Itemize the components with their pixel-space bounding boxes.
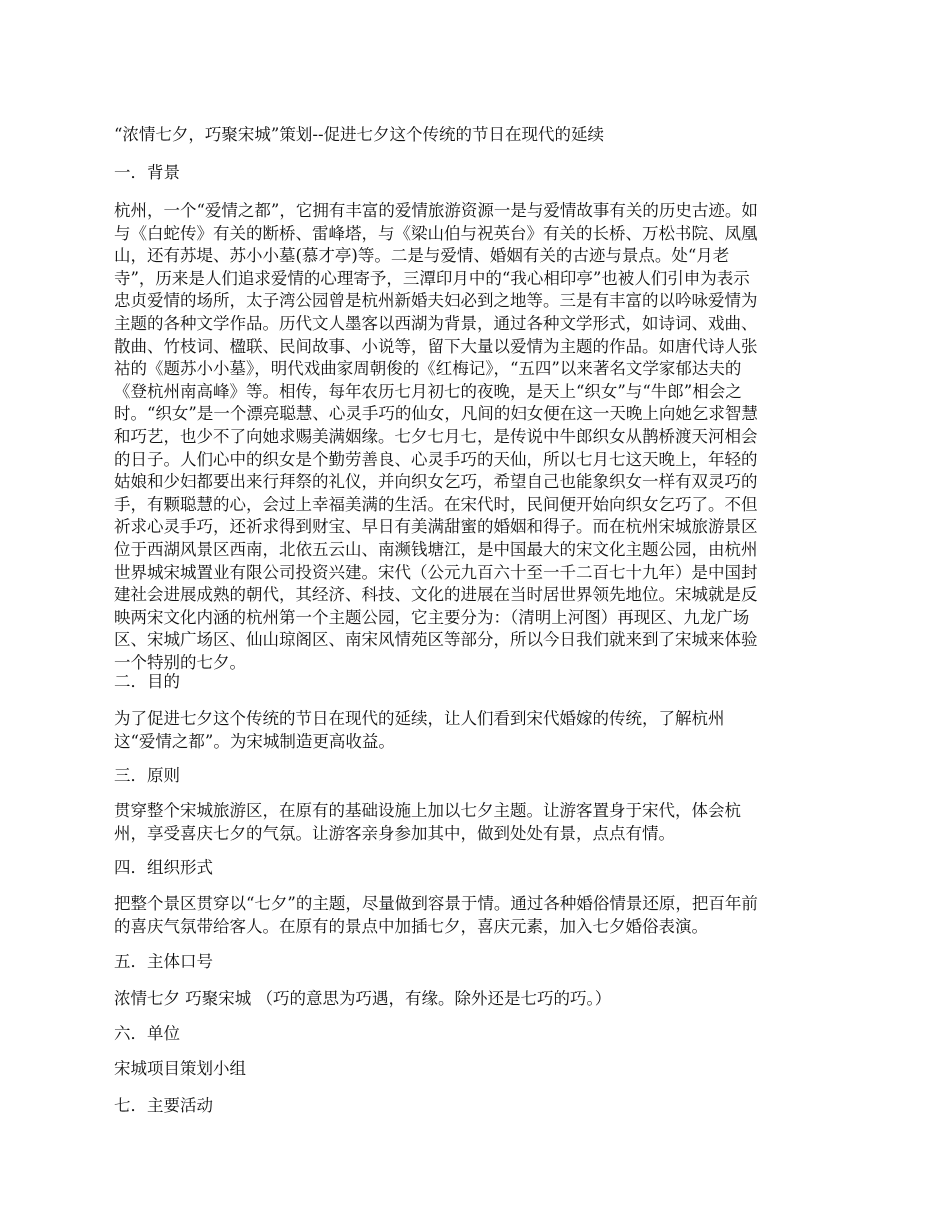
text-line: 世界城宋城置业有限公司投资兴建。宋代（公元九百六十至一千二百七十九年）是中国封 <box>114 562 758 582</box>
text-line: 一个特别的七夕。 <box>114 652 246 672</box>
text-line: 手，有颗聪慧的心，会过上幸福美满的生活。在宋代时，民间便开始向织女乞巧了。不但 <box>114 494 758 514</box>
text-line: 寺”，历来是人们追求爱情的心理寄予，三潭印月中的“我心相印亭”也被人们引申为表示 <box>114 268 750 288</box>
text-line: 《登杭州南高峰》等。相传，每年农历七月初七的夜晚，是天上“织女”与“牛郎”相会之 <box>114 381 742 401</box>
section-body-unit <box>114 1058 844 1081</box>
section-heading-slogan: 五．主体口号 <box>114 952 213 971</box>
text-line: 建社会进展成熟的朝代，其经济、科技、文化的进展在当时居世界领先地位。宋城就是反 <box>114 585 758 605</box>
text-line: 宋城项目策划小组 <box>114 1059 246 1078</box>
section-body-slogan <box>114 988 844 1011</box>
text-line: 时。“织女”是一个漂亮聪慧、心灵手巧的仙女，凡间的妇女便在这一天晚上向她乞求智慧 <box>114 404 758 424</box>
text-line: 的喜庆气氛带给客人。在原有的景点中加插七夕，喜庆元素，加入七夕婚俗表演。 <box>114 916 708 936</box>
text-line: 主题的各种文学作品。历代文人墨客以西湖为背景，通过各种文学形式，如诗词、戏曲、 <box>114 313 758 333</box>
text-line: 和巧艺，也少不了向她求赐美满姻缘。七夕七月七，是传说中牛郎织女从鹊桥渡天河相会 <box>114 426 758 446</box>
text-line: 忠贞爱情的场所，太子湾公园曾是杭州新婚夫妇必到之地等。三是有丰富的以吟咏爱情为 <box>114 291 758 311</box>
text-line: 杭州，一个“爱情之都”，它拥有丰富的爱情旅游资源一是与爱情故事有关的历史古迹。如 <box>114 201 758 220</box>
text-line: 与《白蛇传》有关的断桥、雷峰塔，与《梁山伯与祝英台》有关的长桥、万松书院、凤凰 <box>114 223 758 243</box>
section-heading-main-activities: 七．主要活动 <box>114 1096 213 1115</box>
text-line: 祈求心灵手巧，还祈求得到财宝、早日有美满甜蜜的婚姻和得子。而在杭州宋城旅游景区 <box>114 517 758 537</box>
section-heading-background: 一．背景 <box>114 163 180 182</box>
document-title: “浓情七夕，巧聚宋城”策划--促进七夕这个传统的节日在现代的延续 <box>114 125 605 144</box>
text-line: 山，还有苏堤、苏小小墓(慕才亭)等。二是与爱情、婚姻有关的古迹与景点。处“月老 <box>114 246 730 266</box>
section-body-principles <box>114 800 844 845</box>
text-line: 把整个景区贯穿以“七夕”的主题，尽量做到容景于情。通过各种婚俗情景还原，把百年前 <box>114 894 758 913</box>
section-body-background <box>114 200 844 674</box>
text-line: 州，享受喜庆七夕的气氛。让游客亲身参加其中，做到处处有景，点点有情。 <box>114 823 675 843</box>
section-body-organization <box>114 893 844 938</box>
section-body-purpose <box>114 708 844 753</box>
text-line: 浓情七夕 巧聚宋城 （巧的意思为巧遇，有缘。除外还是七巧的巧。） <box>114 989 612 1008</box>
section-heading-unit: 六．单位 <box>114 1024 180 1043</box>
text-line: 姑娘和少妇都要出来行拜祭的礼仪，并向织女乞巧，希望自己也能象织女一样有双灵巧的 <box>114 472 758 492</box>
text-line: 为了促进七夕这个传统的节日在现代的延续，让人们看到宋代婚嫁的传统，了解杭州 <box>114 709 725 728</box>
text-line: 祜的《题苏小小墓》，明代戏曲家周朝俊的《红梅记》，“五四”以来著名文学家郁达夫的 <box>114 359 742 379</box>
section-heading-organization: 四．组织形式 <box>114 858 213 877</box>
text-line: 的日子。人们心中的织女是个勤劳善良、心灵手巧的天仙，所以七月七这天晚上，年轻的 <box>114 449 758 469</box>
section-heading-purpose: 二．目的 <box>114 672 180 691</box>
text-line: 贯穿整个宋城旅游区，在原有的基础设施上加以七夕主题。让游客置身于宋代，体会杭 <box>114 801 741 820</box>
text-line: 这“爱情之都”。为宋城制造更高收益。 <box>114 731 395 751</box>
text-line: 区、宋城广场区、仙山琼阁区、南宋风情苑区等部分，所以今日我们就来到了宋城来体验 <box>114 630 758 650</box>
text-line: 位于西湖风景区西南，北依五云山、南濒钱塘江，是中国最大的宋文化主题公园，由杭州 <box>114 539 758 559</box>
section-heading-principles: 三．原则 <box>114 766 180 785</box>
text-line: 映两宋文化内涵的杭州第一个主题公园，它主要分为：（清明上河图）再现区、九龙广场 <box>114 607 750 627</box>
text-line: 散曲、竹枝词、楹联、民间故事、小说等，留下大量以爱情为主题的作品。如唐代诗人张 <box>114 336 758 356</box>
